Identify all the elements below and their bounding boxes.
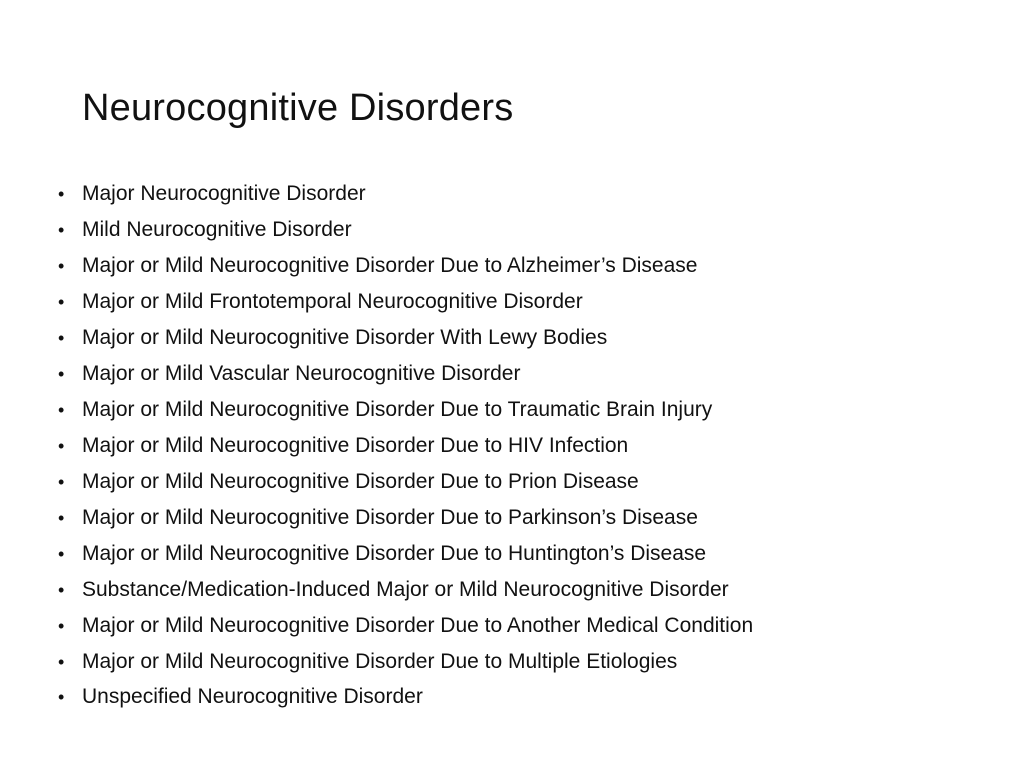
list-item [58, 536, 998, 572]
bullet-icon: • [58, 472, 65, 492]
list-item [58, 284, 998, 320]
bullet-icon: • [58, 616, 65, 636]
bullet-icon: • [58, 184, 65, 204]
bullet-icon: • [58, 544, 65, 564]
list-item [58, 356, 998, 392]
list-item [58, 464, 998, 500]
list-item [58, 644, 998, 680]
list-item-text: Major or Mild Vascular Neurocognitive Disorder [82, 362, 521, 385]
bullet-icon: • [58, 687, 65, 707]
list-item-text: Major Neurocognitive Disorder [82, 182, 366, 205]
list-item-text: Major or Mild Neurocognitive Disorder Due to HIV Infection [82, 434, 629, 457]
bullet-icon: • [58, 256, 65, 276]
bullet-icon: • [58, 220, 65, 240]
list-item-text: Major or Mild Frontotemporal Neurocognitive Disorder [82, 290, 583, 313]
list-item-text: Mild Neurocognitive Disorder [82, 218, 352, 241]
list-item [58, 428, 998, 464]
list-item-text: Major or Mild Neurocognitive Disorder Due to Huntington’s Disease [82, 542, 707, 565]
list-item [58, 248, 998, 284]
list-item [58, 392, 998, 428]
list-item-text: Major or Mild Neurocognitive Disorder Due to Alzheimer’s Disease [82, 254, 698, 277]
list-item [58, 212, 998, 248]
list-item-text: Major or Mild Neurocognitive Disorder Due to Multiple Etiologies [82, 650, 678, 673]
list-item-text: Major or Mild Neurocognitive Disorder Due to Another Medical Condition [82, 614, 754, 637]
list-item [58, 680, 998, 714]
list-item [58, 608, 998, 644]
list-item [58, 176, 998, 212]
list-item [58, 320, 998, 356]
bullet-list [58, 176, 998, 714]
bullet-icon: • [58, 580, 65, 600]
list-item-text: Major or Mild Neurocognitive Disorder With Lewy Bodies [82, 326, 608, 349]
bullet-icon: • [58, 652, 65, 672]
bullet-icon: • [58, 508, 65, 528]
list-item-text: Major or Mild Neurocognitive Disorder Due to Prion Disease [82, 470, 639, 493]
slide-title: Neurocognitive Disorders [82, 87, 514, 129]
list-item [58, 572, 998, 608]
list-item-text: Major or Mild Neurocognitive Disorder Due to Parkinson’s Disease [82, 506, 698, 529]
list-item-text: Substance/Medication-Induced Major or Mild Neurocognitive Disorder [82, 578, 729, 601]
list-item-text: Unspecified Neurocognitive Disorder [82, 685, 423, 708]
bullet-icon: • [58, 328, 65, 348]
bullet-icon: • [58, 292, 65, 312]
bullet-icon: • [58, 400, 65, 420]
list-item-text: Major or Mild Neurocognitive Disorder Due to Traumatic Brain Injury [82, 398, 713, 421]
list-item [58, 500, 998, 536]
bullet-icon: • [58, 436, 65, 456]
bullet-icon: • [58, 364, 65, 384]
